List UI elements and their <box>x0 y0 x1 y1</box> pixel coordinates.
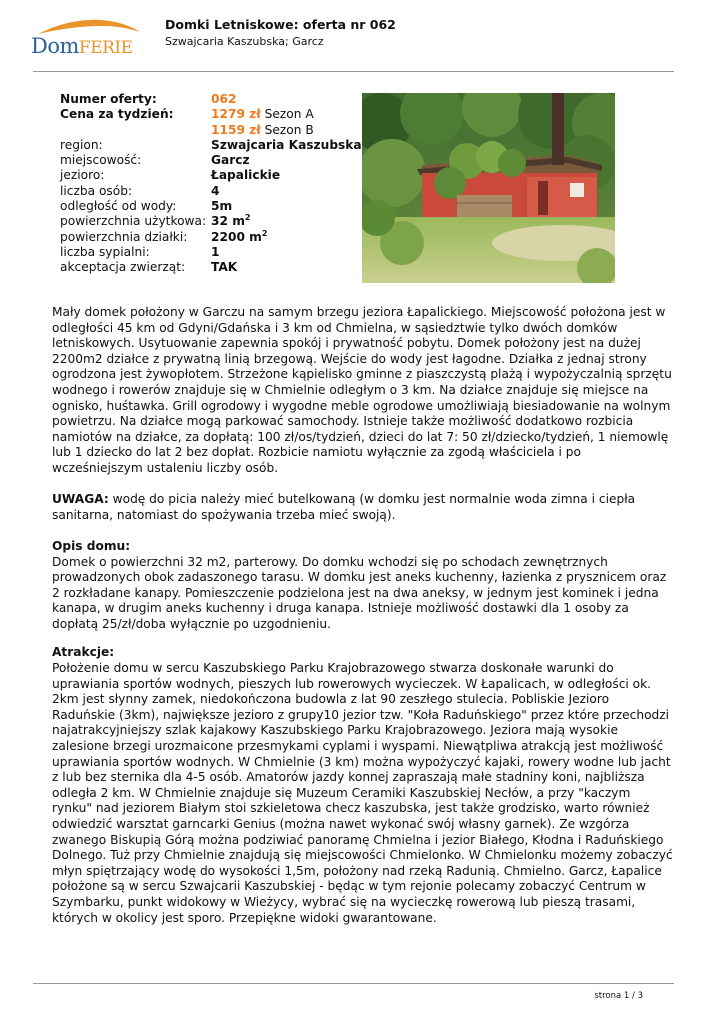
house-heading: Opis domu: <box>52 538 131 553</box>
town-row <box>60 153 360 168</box>
price-row-a <box>60 107 360 122</box>
plot-value: 2200 m <box>211 229 262 244</box>
attractions-heading: Atrakcje: <box>52 645 115 660</box>
price-season-b: 1159 zł <box>211 122 261 137</box>
region-row <box>60 138 360 153</box>
area-value: 32 m <box>211 214 245 229</box>
lake-value: Łapalickie <box>211 168 281 183</box>
price-label: Cena za tydzień: <box>60 107 174 122</box>
town-value: Garcz <box>211 153 250 168</box>
price-row-b <box>60 123 360 138</box>
attractions-section <box>52 645 674 926</box>
offer-number-label: Numer oferty: <box>60 92 157 106</box>
offer-description <box>52 305 674 939</box>
page-title: Domki Letniskowe: oferta nr 062 <box>165 17 396 32</box>
offer-number-row <box>60 92 360 107</box>
region-label: region: <box>60 137 103 152</box>
header-divider <box>33 71 674 72</box>
season-b-label: Sezon B <box>264 122 314 137</box>
house-photo-illustration <box>362 93 615 283</box>
attractions-text: Położenie domu w sercu Kaszubskiego Parku Krajobrazowego stwarza doskonałe warunki do uprawiania sportów wodnych, pieszych lub rowerowych wycieczek. W Łapalicach, w odległości ok. 2km jest słynny zamek, niedokończona budowla z lat 90 zeszłego stulecia. Pobliskie Jezioro Raduńskie (3km), największe jezioro z grupy10 jezior tzw. "Koła Raduńskiego" przez które przechodzi najatrakcyjniejszy szlak kajakowy Kaszubskiego Parku Krajobrazowego. Jeziora mają wysokie zalesione brzegi urozmaicone przesmykami cyplami i wyspami. Niewątpliwa atrakcją jest możliwość uprawiania sportów wodnych. W Chmielnie (3 km) można wypożyczyć kajaki, rowery wodne lub jacht z lub bez sternika dla 4-5 osób. Amatorów jazdy konnej zapraszają małe stadniny koni, najbliższa odległa 2 km. W Chmielnie znajduje się Muzeum Ceramiki Kaszubskiej Necłów, a przy "kaczym rynku" nad jeziorem Białym stoi szkieletowa checz kaszubska, jest także grodzisko, warto również odwiedzić warsztat garncarki Genius (można nawet wykonać swój własny garnek). Ze wzgórza zwanego Biskupią Górą można podziwiać panoramę Chmielna i jezior Białego, Kłodna i Raduńskiego Dolnego. Tuż przy Chmielnie znajdują się miejscowości Chmielonko. W Chmielonku możemy zobaczyć młyn spiętrzający wodę do wysokości 1,5m, położony nad rzeką Radunią. Chmielno. Garcz, Łapalice położone są w sercu Szwajcarii Kaszubskiej - będąc w tym rejonie polecamy zobaczyć Centrum w Szymbarku, punkt widokowy w Wieżycy, wybrać się na wycieczkę rowerową lub pieszą trasami, których w okolicy jest sporo. Przepiękne widoki gwarantowane. <box>52 661 673 925</box>
price-season-a: 1279 zł <box>211 107 261 122</box>
area-row <box>60 214 360 229</box>
area-label: powierzchnia użytkowa: <box>60 214 207 229</box>
lake-row <box>60 168 360 183</box>
area-unit-sup: 2 <box>244 213 251 223</box>
persons-row <box>60 184 360 199</box>
house-text: Domek o powierzchni 32 m2, parterowy. Do domku wchodzi się po schodach zewnętrznych prowadzonych obok zadaszonego tarasu. W domku jest aneks kuchenny, łazienka z prysznicem oraz 2 rozkładane kanapy. Pomieszczenie podzielona jest na dwa aneksy, w jednym jest kominek i jedna kanapa, w drugim aneks kuchenny i druga kanapa. Istnieje możliwość dostawki dla 1 osoby za dopłatą 25/zł/doba wyłącznie po uzgodnieniu. <box>52 554 667 631</box>
plot-unit-sup: 2 <box>261 228 268 238</box>
warning-label: UWAGA: <box>52 492 109 507</box>
region-value: Szwajcaria Kaszubska <box>211 137 362 152</box>
season-a-label: Sezon A <box>264 107 314 122</box>
persons-label: liczba osób: <box>60 183 133 198</box>
lake-label: jezioro: <box>60 168 105 183</box>
pets-row <box>60 260 360 275</box>
page-subtitle: Szwajcaria Kaszubska; Garcz <box>165 35 324 48</box>
plot-label: powierzchnia działki: <box>60 229 188 244</box>
distance-row <box>60 199 360 214</box>
house-photo[interactable] <box>362 93 615 283</box>
page-number: strona 1 / 3 <box>594 991 643 1001</box>
distance-value: 5m <box>211 199 233 214</box>
house-section <box>52 539 674 633</box>
warning-paragraph <box>52 492 674 523</box>
intro-paragraph: Mały domek położony w Garczu na samym brzegu jeziora Łapalickiego. Miejscowość położona jest w odległości 45 km od Gdyni/Gdańska i 3 km od Chmielna, w sąsiedztwie tylko dwóch domków letniskowych. Usytuowanie zapewnia spokój i prywatność pobytu. Domek położony jest na dużej 2200m2 działce z prywatną linią brzegową. Wejście do wody jest łagodne. Działka z jednaj strony ogrodzona jest żywopłotem. Strzeżone kąpielisko gminne z piaszczystą plażą i wypożyczalnią sprzętu wodnego i rowerów znajduje się w Chmielnie odległym o 3 km. Na działce znajduje się miejsce na ognisko, huśtawka. Grill ogrodowy i wygodne meble ogrodowe umożliwiają biesiadowanie na wolnym powietrzu. Na działce mogą parkować samochody. Istnieje także możliwość dodatkowo rozbicia namiotów na działce, za dopłatą: 100 zł/os/tydzień, dzieci do lat 7: 50 zł/dziecko/tydzień, 1 niemowlę lub 1 dziecko do lat 2 bez dopłat. Rozbicie namiotu wyłącznie za zgodą właściciela i po wcześniejszym ustaleniu liczby osób. <box>52 305 672 475</box>
domferie-logo[interactable] <box>30 14 145 64</box>
offer-number-value: 062 <box>211 92 237 106</box>
offer-details <box>60 92 360 276</box>
logo-wordmark: DomFERIE <box>31 34 133 58</box>
bedrooms-row <box>60 245 360 260</box>
plot-row <box>60 230 360 245</box>
pets-label: akceptacja zwierząt: <box>60 260 186 275</box>
footer-divider <box>33 983 674 984</box>
persons-value: 4 <box>211 183 220 198</box>
distance-label: odległość od wody: <box>60 199 177 214</box>
bedrooms-label: liczba sypialni: <box>60 244 150 259</box>
warning-text: wodę do picia należy mieć butelkowaną (w domku jest normalnie woda zimna i ciepła sanitarna, natomiast do spożywania trzeba mieć swoją). <box>52 492 636 522</box>
bedrooms-value: 1 <box>211 244 220 259</box>
town-label: miejscowość: <box>60 153 142 168</box>
pets-value: TAK <box>211 260 238 275</box>
